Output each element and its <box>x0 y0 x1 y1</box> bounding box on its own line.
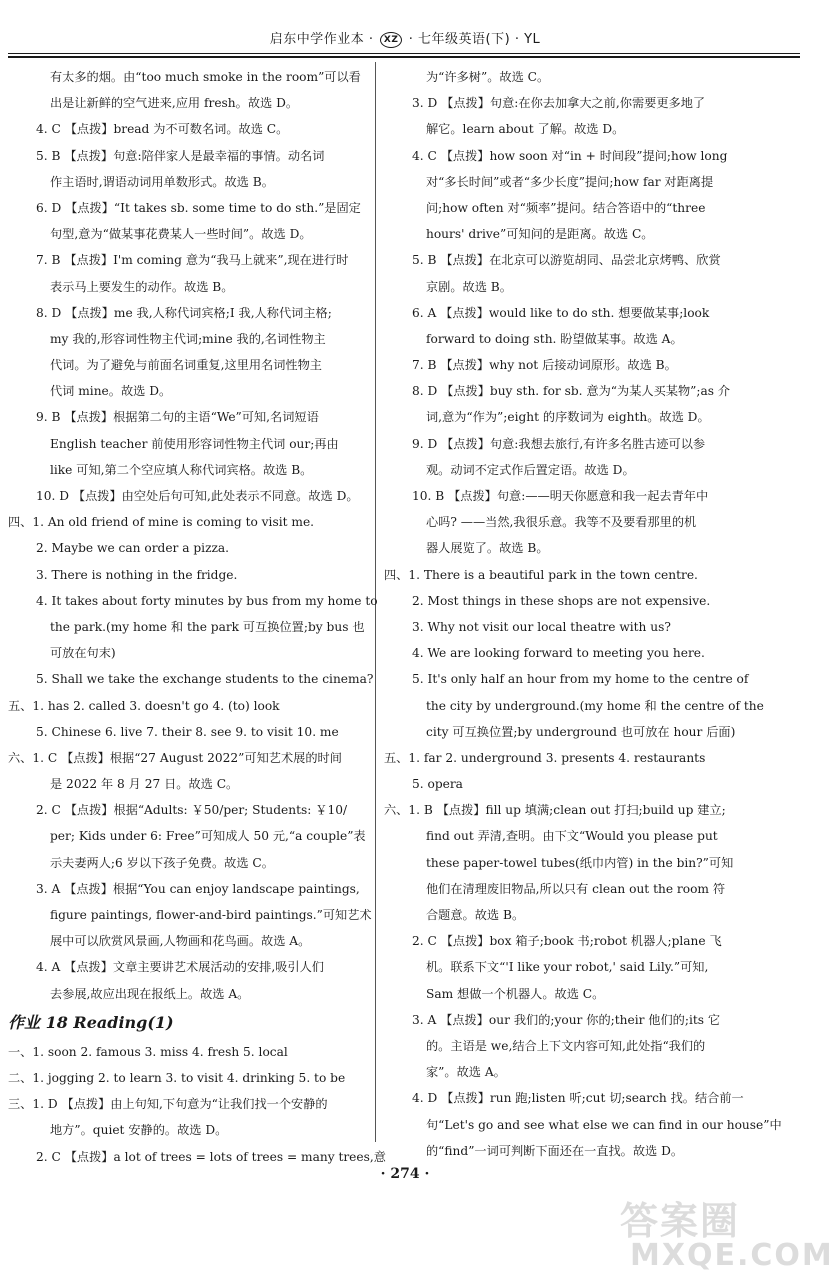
section-title: 作业 18 Reading(1) <box>8 1012 174 1032</box>
answer-line: 4. We are looking forward to meeting you here. <box>412 646 705 661</box>
answer-line: 7. B 【点拨】I'm coming 意为“我马上就来”,现在进行时 <box>36 253 349 268</box>
answer-line: 10. D 【点拨】由空处后句可知,此处表示不同意。故选 D。 <box>36 489 359 503</box>
answer-line: 8. D 【点拨】buy sth. for sb. 意为“为某人买某物”;as 介 <box>412 384 731 399</box>
answer-line: 5. It's only half an hour from my home to the centre of <box>412 672 749 687</box>
answer-line: 合题意。故选 B。 <box>426 908 525 922</box>
answer-line: 二、1. jogging 2. to learn 3. to visit 4. drinking 5. to be <box>8 1070 346 1085</box>
answer-line: 表示马上要发生的动作。故选 B。 <box>50 279 234 294</box>
answer-line: 四、1. An old friend of mine is coming to visit me. <box>8 515 315 530</box>
answer-line: 6. D 【点拨】“It takes sb. some time to do sth.”是固定 <box>36 200 361 215</box>
answer-line: these paper-towel tubes(纸巾内管) in the bin?”可知 <box>426 855 734 870</box>
answer-line: 句型,意为“做某事花费某人一些时间”。故选 D。 <box>50 227 312 242</box>
answer-line: 3. There is nothing in the fridge. <box>36 567 238 582</box>
header-title-post: · 七年级英语(下) · YL <box>404 32 541 47</box>
answer-line: 京剧。故选 B。 <box>426 279 512 294</box>
answer-line: 6. A 【点拨】would like to do sth. 想要做某事;look <box>412 305 710 320</box>
answer-line: 4. It takes about forty minutes by bus from my home to <box>36 593 378 608</box>
answer-line: 8. D 【点拨】me 我,人称代词宾格;I 我,人称代词主格; <box>36 305 332 320</box>
series-badge-icon: XZ <box>380 32 402 48</box>
answer-line: 3. A 【点拨】根据“You can enjoy landscape paintings, <box>36 881 360 896</box>
header-rule-thick <box>8 56 800 58</box>
answer-line: my 我的,形容词性物主代词;mine 我的,名词性物主 <box>50 331 326 346</box>
answer-line: 示夫妻两人;6 岁以下孩子免费。故选 C。 <box>50 855 274 870</box>
header-rule-thin <box>8 53 800 54</box>
answer-line: 问;how often 对“频率”提问。结合答语中的“three <box>426 200 706 215</box>
answer-line: 7. B 【点拨】why not 后接动词原形。故选 B。 <box>412 358 677 373</box>
answer-line: 五、1. far 2. underground 3. presents 4. restaurants <box>384 750 706 765</box>
answer-line: 句“Let's go and see what else we can find in our house”中 <box>426 1117 782 1132</box>
answer-line: 5. Shall we take the exchange students to the cinema? <box>36 672 374 687</box>
answer-line: Sam 想做一个机器人。故选 C。 <box>426 986 605 1001</box>
watermark-url: MXQE.COM <box>630 1238 834 1273</box>
answer-line: find out 弄清,查明。由下文“Would you please put <box>426 829 718 844</box>
page-number: · 274 · <box>380 1166 430 1182</box>
answer-line: hours' drive”可知问的是距离。故选 C。 <box>426 227 654 242</box>
answer-line: per; Kids under 6: Free”可知成人 50 元,“a couple”表 <box>50 829 366 844</box>
answer-line: 代词 mine。故选 D。 <box>50 384 172 399</box>
answer-line: 词,意为“作为”;eight 的序数词为 eighth。故选 D。 <box>426 410 710 425</box>
answer-line: the city by underground.(my home 和 the centre of the <box>426 698 764 713</box>
answer-line: 的。主语是 we,结合上下文内容可知,此处指“我们的 <box>426 1038 706 1053</box>
answer-line: 是 2022 年 8 月 27 日。故选 C。 <box>50 777 239 792</box>
answer-line: city 可互换位置;by underground 也可放在 hour 后面) <box>426 724 736 739</box>
answer-line: the park.(my home 和 the park 可互换位置;by bus 也 <box>50 619 365 634</box>
answer-line: 9. B 【点拨】根据第二句的主语“We”可知,名词短语 <box>36 410 319 425</box>
answer-line: 有太多的烟。由“too much smoke in the room”可以看 <box>50 70 361 84</box>
answer-line: 六、1. C 【点拨】根据“27 August 2022”可知艺术展的时间 <box>8 750 342 765</box>
answer-line: 2. C 【点拨】根据“Adults: ￥50/per; Students: ￥10/ <box>36 803 348 818</box>
answer-line: 一、1. soon 2. famous 3. miss 4. fresh 5. local <box>8 1044 288 1059</box>
answer-line: 4. A 【点拨】文章主要讲艺术展活动的安排,吸引人们 <box>36 960 324 975</box>
answer-line: 家”。故选 A。 <box>426 1065 506 1080</box>
answer-line: 2. C 【点拨】box 箱子;book 书;robot 机器人;plane 飞 <box>412 934 722 949</box>
answer-line: 可放在句末) <box>50 646 116 661</box>
answer-line: 解它。learn about 了解。故选 D。 <box>426 122 625 137</box>
answer-line: 代词。为了避免与前面名词重复,这里用名词性物主 <box>50 358 322 373</box>
answer-line: 5. B 【点拨】句意:陪伴家人是最幸福的事情。动名词 <box>36 148 325 163</box>
answer-line: 3. A 【点拨】our 我们的;your 你的;their 他们的;its 它 <box>412 1012 721 1027</box>
answer-line: 3. Why not visit our local theatre with us? <box>412 619 671 634</box>
running-header <box>0 28 810 50</box>
answer-line: 9. D 【点拨】句意:我想去旅行,有许多名胜古迹可以参 <box>412 436 706 451</box>
answer-line: 四、1. There is a beautiful park in the town centre. <box>384 567 698 582</box>
answer-line: 三、1. D 【点拨】由上句知,下句意为“让我们找一个安静的 <box>8 1097 328 1112</box>
answer-line: 心吗? ——当然,我很乐意。我等不及要看那里的机 <box>426 515 697 530</box>
answer-line: 展中可以欣赏风景画,人物画和花鸟画。故选 A。 <box>50 934 311 949</box>
answer-line: 5. Chinese 6. live 7. their 8. see 9. to visit 10. me <box>36 724 339 739</box>
answer-line: 10. B 【点拨】句意:——明天你愿意和我一起去青年中 <box>412 489 709 503</box>
answer-line: 地方”。quiet 安静的。故选 D。 <box>50 1123 228 1138</box>
left-column <box>8 64 386 1170</box>
answer-line: 的“find”一词可判断下面还在一直找。故选 D。 <box>426 1143 684 1158</box>
answer-line: 4. C 【点拨】bread 为不可数名词。故选 C。 <box>36 122 289 137</box>
answer-line: 器人展览了。故选 B。 <box>426 541 549 556</box>
answer-line: 六、1. B 【点拨】fill up 填满;clean out 打扫;build up 建立; <box>384 803 726 818</box>
watermark-text: 答案圈 <box>620 1199 741 1243</box>
answer-line: 去参展,故应出现在报纸上。故选 A。 <box>50 986 250 1001</box>
answer-line: 4. C 【点拨】how soon 对“in + 时间段”提问;how long <box>412 148 728 163</box>
answer-line: forward to doing sth. 盼望做某事。故选 A。 <box>426 331 683 346</box>
answer-line: 对“多长时间”或者“多少长度”提问;how far 对距离提 <box>426 174 714 189</box>
answer-line: 2. C 【点拨】a lot of trees = lots of trees = many trees,意 <box>36 1149 386 1164</box>
watermark <box>590 1190 834 1280</box>
answer-line: 5. B 【点拨】在北京可以游览胡同、品尝北京烤鸭、欣赏 <box>412 253 721 268</box>
answer-line: 2. Maybe we can order a pizza. <box>36 541 230 556</box>
answer-line: 5. opera <box>412 777 463 792</box>
answer-line: like 可知,第二个空应填人称代词宾格。故选 B。 <box>50 462 313 477</box>
answer-line: 为“许多树”。故选 C。 <box>426 70 550 84</box>
answer-line: 观。动词不定式作后置定语。故选 D。 <box>426 462 635 477</box>
answer-line: figure paintings, flower-and-bird paintings.”可知艺术 <box>50 908 372 922</box>
header-title-pre: 启东中学作业本 · <box>269 32 379 47</box>
answer-line: 五、1. has 2. called 3. doesn't go 4. (to) look <box>8 698 280 713</box>
answer-line: English teacher 前使用形容词性物主代词 our;再由 <box>50 436 339 451</box>
answer-line: 2. Most things in these shops are not expensive. <box>412 593 711 608</box>
answer-line: 机。联系下文“'I like your robot,' said Lily.”可知, <box>426 960 709 975</box>
answer-line: 他们在清理废旧物品,所以只有 clean out the room 符 <box>426 881 726 896</box>
right-column <box>384 64 782 1164</box>
answer-line: 3. D 【点拨】句意:在你去加拿大之前,你需要更多地了 <box>412 96 706 111</box>
answer-line: 作主语时,谓语动词用单数形式。故选 B。 <box>50 174 274 189</box>
answer-line: 出是让新鲜的空气进来,应用 fresh。故选 D。 <box>50 96 299 111</box>
answer-line: 4. D 【点拨】run 跑;listen 听;cut 切;search 找。结合前一 <box>412 1091 744 1106</box>
